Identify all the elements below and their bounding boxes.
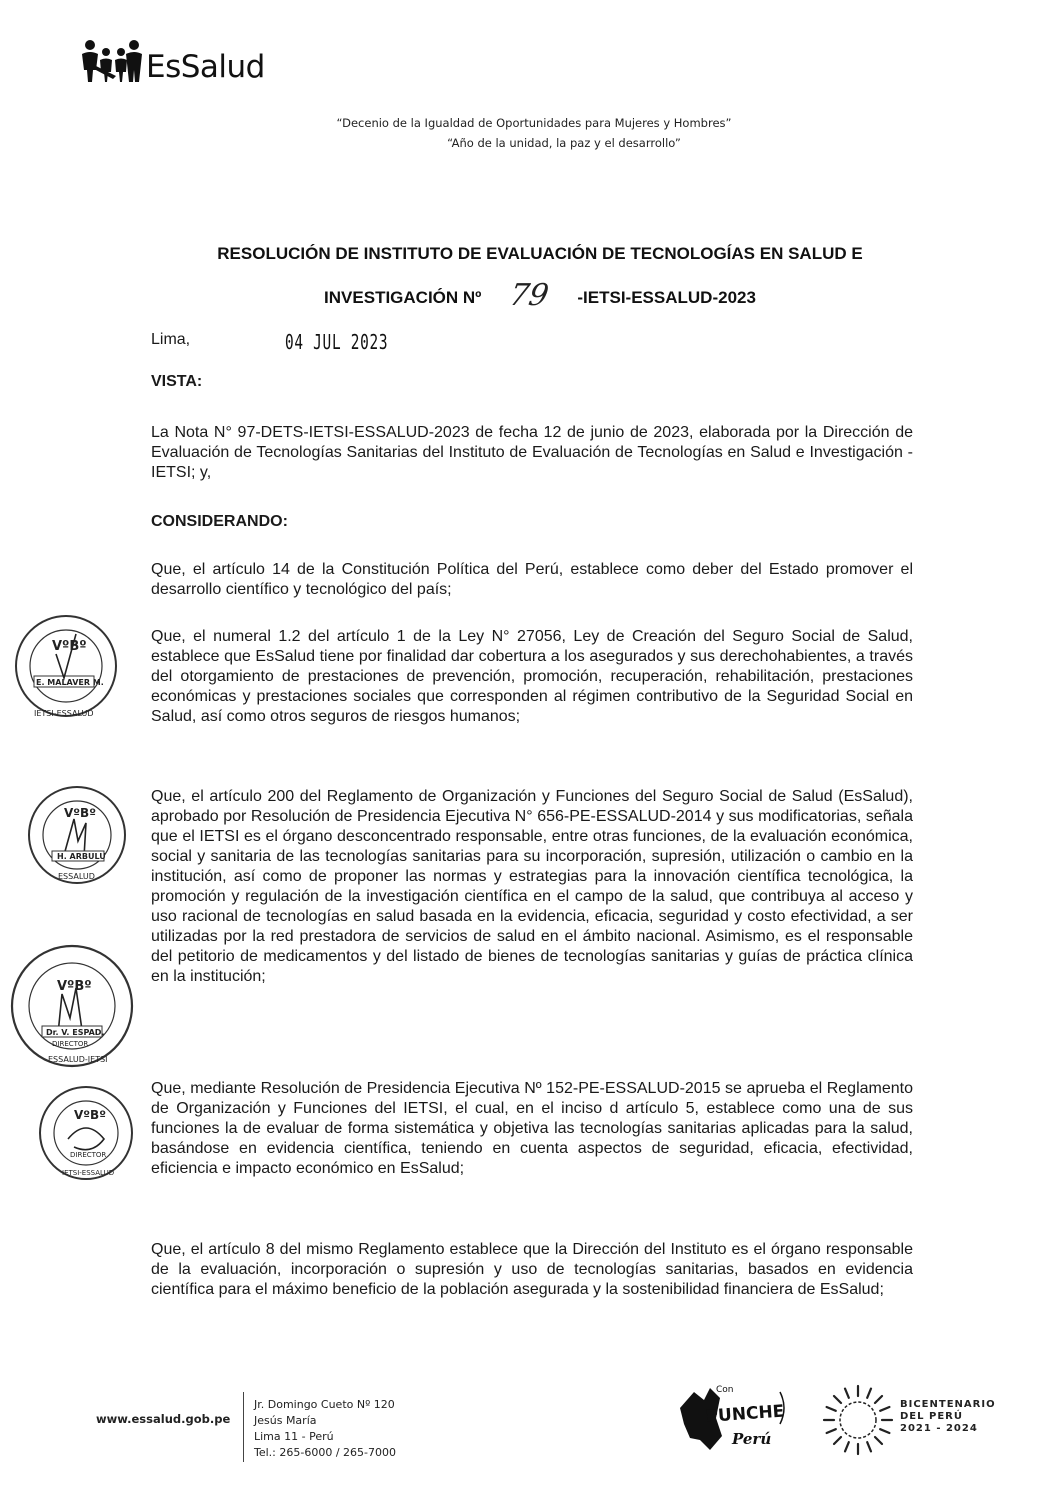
logo-wordmark: EsSalud [146,49,265,85]
bicentenario-line: DEL PERÚ [900,1411,963,1422]
con-punche-peru-logo [676,1378,796,1454]
motto-line-1: “Decenio de la Igualdad de Oportunidades para Mujeres y Hombres” [336,116,732,130]
svg-text:IETSI-ESSALUD: IETSI-ESSALUD [62,1169,115,1177]
footer-address [254,1397,396,1461]
svg-text:VºBº: VºBº [57,979,92,994]
motto-line-2: “Año de la unidad, la paz y el desarrollo” [447,136,681,150]
title-prefix: INVESTIGACIÓN Nº [324,288,482,307]
resolution-title-line-1: RESOLUCIÓN DE INSTITUTO DE EVALUACIÓN DE TECNOLOGÍAS EN SALUD E [217,244,863,263]
family-figures-icon [76,36,144,84]
svg-text:IETSI-ESSALUD: IETSI-ESSALUD [34,709,94,718]
place-label: Lima, [151,331,191,348]
footer-website: www.essalud.gob.pe [96,1412,231,1426]
svg-text:Perú: Perú [732,1430,772,1448]
svg-text:H. ARBULU: H. ARBULU [57,852,106,861]
bicentenario-line: 2021 - 2024 [900,1423,978,1434]
svg-text:ESSALUD-IETSI: ESSALUD-IETSI [48,1055,108,1064]
approval-stamp-3 [4,934,140,1074]
considerando-heading: CONSIDERANDO: [151,513,288,530]
svg-text:DIRECTOR: DIRECTOR [52,1040,89,1048]
address-line: Tel.: 265-6000 / 265-7000 [254,1446,396,1459]
considerando-paragraph-3: Que, el artículo 200 del Reglamento de Organización y Funciones del Seguro Social de Salud (EsSalud), aprobado por Resolución de Presidencia Ejecutiva N° 656-PE-ESSALUD-2014 y sus modificatorias, señala que el IETSI es el órgano desconcentrado responsable, entre otras funciones, de la evaluación económica, social y sanitaria de las tecnologías sanitarias para su incorporación, supresión, utilización o cambio en la institución, así como de proponer las normas y estrategias para la innovación científica tecnológica, la promoción y regulación de la investigación científica en el campo de la salud, que contribuya al acceso y uso racional de tecnologías en salud basada en la evidencia, eficacia, seguridad y costo efectividad, a ser utilizadas por la red prestadora de servicios de salud en el ámbito nacional. Asimismo, es el responsable del petitorio de medicamentos y del listado de bienes de tecnologías sanitarias y guías de práctica clínica en la institución; [151,788,913,985]
approval-stamp-1 [10,604,122,732]
considerando-paragraph-5: Que, el artículo 8 del mismo Reglamento establece que la Dirección del Instituto es el órgano responsable de la evaluación, incorporación o supresión y uso de tecnologías sanitarias, basados en evidencia científica para el máximo beneficio de la población asegurada y la sostenibilidad financiera de EsSalud; [151,1241,913,1298]
footer-divider [243,1392,244,1462]
approval-stamp-2 [24,779,130,891]
essalud-logo [76,36,265,84]
considerando-paragraph-2: Que, el numeral 1.2 del artículo 1 de la Ley N° 27056, Ley de Creación del Seguro Social de Salud, establece que EsSalud tiene por finalidad dar cobertura a los asegurados y sus derechohabientes, a través del otorgamiento de prestaciones de prevención, promoción, recuperación, rehabilitación, prestaciones económicas y prestaciones sociales que corresponden al régimen contributivo de la Seguridad Social en Salud, así como otros seguros de riesgos humanos; [151,628,913,725]
address-line: Lima 11 - Perú [254,1430,334,1443]
header-mottos [0,113,1058,153]
svg-text:Dr. V. ESPAD.: Dr. V. ESPAD. [46,1028,105,1037]
approval-stamp-4 [34,1077,138,1193]
svg-text:E. MALAVER M.: E. MALAVER M. [36,678,104,687]
svg-text:Con: Con [716,1385,734,1395]
vista-paragraph: La Nota N° 97-DETS-IETSI-ESSALUD-2023 de fecha 12 de junio de 2023, elaborada por la Dirección de Evaluación de Tecnologías Sanitarias del Instituto de Evaluación de Tecnologías en Salud e Investigación - IETSI; y, [151,424,913,481]
vista-heading: VISTA: [151,373,203,390]
address-line: Jr. Domingo Cueto Nº 120 [254,1398,395,1411]
title-suffix: -IETSI-ESSALUD-2023 [577,288,756,307]
bicentenario-emblem-icon [822,1384,894,1456]
considerando-paragraph-1: Que, el artículo 14 de la Constitución Política del Perú, establece como deber del Estado promover el desarrollo científico y tecnológico del país; [151,561,913,598]
handwritten-number: 79 [507,278,552,313]
bicentenario-line: BICENTENARIO [900,1399,996,1410]
date-stamp: 04 JUL 2023 [285,330,389,354]
svg-text:VºBº: VºBº [74,1108,106,1122]
considerando-paragraph-4: Que, mediante Resolución de Presidencia Ejecutiva Nº 152-PE-ESSALUD-2015 se aprueba el Reglamento de Organización y Funciones del IETSI, el cual, en el inciso d artículo 5, establece como una de sus funciones la de evaluar de forma sistemática y objetiva las tecnologías sanitarias aplicadas para la salud, basándose en evidencia científica, teniendo en cuenta aspectos de seguridad, eficacia, efectividad, eficiencia e impacto económico en EsSalud; [151,1080,913,1177]
svg-text:VºBº: VºBº [64,806,96,820]
svg-text:DIRECTOR: DIRECTOR [70,1151,107,1159]
svg-text:PUNCHE: PUNCHE [704,1401,785,1427]
svg-text:ESSALUD: ESSALUD [58,872,95,881]
bicentenario-text [900,1399,996,1435]
svg-text:VºBº: VºBº [52,639,87,654]
address-line: Jesús María [254,1414,317,1427]
resolution-title-line-2 [160,276,920,311]
